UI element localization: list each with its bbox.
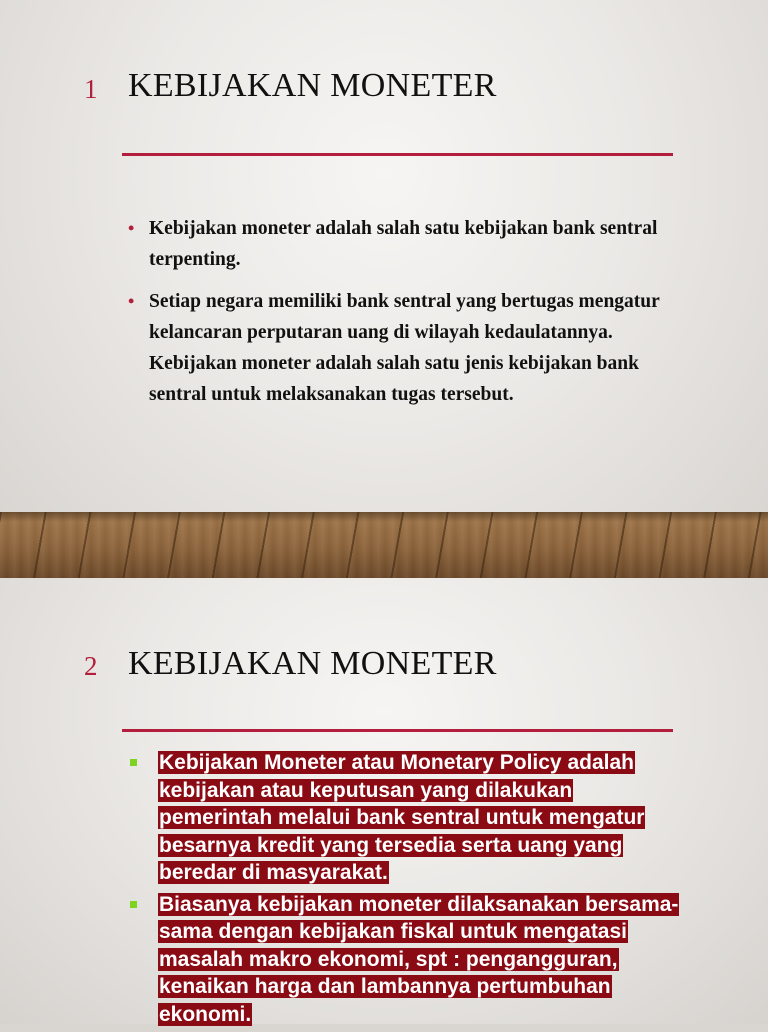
slide-title: KEBIJAKAN MONETER bbox=[128, 67, 497, 104]
list-item bbox=[127, 749, 687, 887]
title-divider bbox=[122, 729, 673, 732]
list-item bbox=[127, 891, 687, 1029]
bullet-dot-icon: • bbox=[128, 291, 135, 311]
slide-number: 2 bbox=[84, 651, 98, 681]
slide-number: 1 bbox=[84, 74, 98, 104]
bullet-list bbox=[127, 213, 672, 421]
list-item bbox=[127, 286, 672, 410]
title-divider bbox=[122, 153, 673, 156]
bullet-text: Kebijakan moneter adalah salah satu kebijakan bank sentral terpenting. bbox=[149, 218, 658, 270]
green-square-bullet-icon bbox=[130, 901, 137, 908]
bullet-dot-icon: • bbox=[128, 218, 135, 238]
slide-title: KEBIJAKAN MONETER bbox=[128, 645, 497, 682]
bullet-text: Setiap negara memiliki bank sentral yang bertugas mengatur kelancaran perputaran uang di wilayah kedaulatannya. Kebijakan moneter adalah salah satu jenis kebijakan bank sentral untuk melaksanakan tugas tersebut. bbox=[149, 291, 660, 405]
highlighted-bullet-text: Biasanya kebijakan moneter dilaksanakan bersama-sama dengan kebijakan fiskal untuk mengatasi masalah makro ekonomi, spt : pengangguran, kenaikan harga dan lambannya pertumbuhan ekonomi. bbox=[159, 892, 679, 1026]
bullet-list bbox=[127, 749, 687, 1032]
highlighted-bullet-text: Kebijakan Moneter atau Monetary Policy adalah kebijakan atau keputusan yang dilakukan pemerintah melalui bank sentral untuk mengatur besarnya kredit yang tersedia serta uang yang beredar di masyarakat. bbox=[159, 751, 645, 884]
list-item bbox=[127, 213, 672, 275]
green-square-bullet-icon bbox=[130, 759, 137, 766]
floor-shadow bbox=[0, 512, 768, 522]
